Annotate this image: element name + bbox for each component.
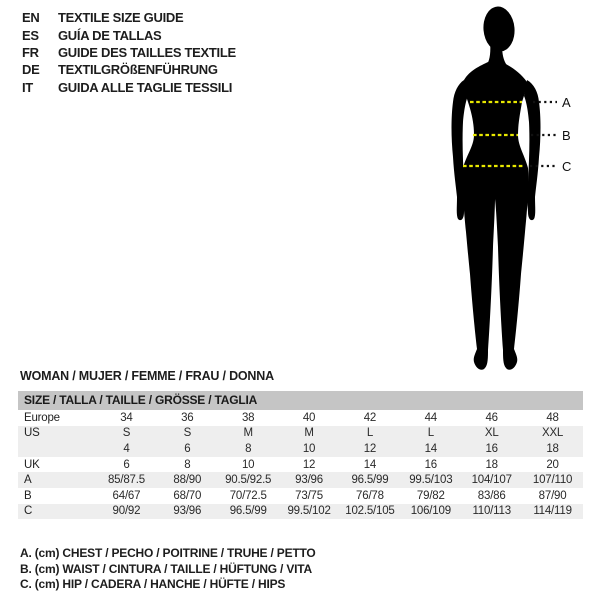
woman-silhouette xyxy=(430,2,560,374)
size-cell: 14 xyxy=(363,458,377,471)
size-cell: 107/110 xyxy=(532,474,573,487)
language-row xyxy=(22,79,236,96)
language-label: TEXTILGRÖßENFÜHRUNG xyxy=(58,62,218,78)
size-cell: 106/109 xyxy=(410,505,451,518)
chest-marker-label: A xyxy=(562,95,571,110)
size-cell: 87/90 xyxy=(538,489,567,502)
size-cell: M xyxy=(304,427,314,440)
language-label: TEXTILE SIZE GUIDE xyxy=(58,10,184,26)
language-label: GUÍA DE TALLAS xyxy=(58,27,162,43)
size-table-header: SIZE / TALLA / TAILLE / GRÖSSE / TAGLIA xyxy=(18,391,583,410)
size-cell: 14 xyxy=(424,442,438,455)
row-label: Europe xyxy=(24,411,60,424)
size-table xyxy=(18,391,583,519)
legend-waist: B. (cm) WAIST / CINTURA / TAILLE / HÜFTUNG / VITA xyxy=(20,561,312,576)
size-cell: 10 xyxy=(302,442,316,455)
size-cell: 8 xyxy=(184,458,191,471)
size-cell: 90.5/92.5 xyxy=(225,474,272,487)
language-row xyxy=(22,9,236,26)
size-cell: 68/70 xyxy=(173,489,202,502)
language-label: GUIDA ALLE TAGLIE TESSILI xyxy=(58,79,233,95)
size-cell: 40 xyxy=(302,411,316,424)
size-cell: 93/96 xyxy=(173,505,202,518)
table-row xyxy=(18,488,583,504)
size-cell: 44 xyxy=(424,411,438,424)
language-code: FR xyxy=(22,44,39,60)
size-cell: 6 xyxy=(184,442,191,455)
size-cell: S xyxy=(183,427,192,440)
size-cell: 16 xyxy=(485,442,498,455)
size-cell: 46 xyxy=(485,411,498,424)
language-list xyxy=(22,9,236,96)
language-label: GUIDE DES TAILLES TEXTILE xyxy=(58,44,236,60)
table-row xyxy=(18,441,583,457)
legend-chest: A. (cm) CHEST / PECHO / POITRINE / TRUHE / PETTO xyxy=(20,546,316,560)
size-cell: 20 xyxy=(546,458,559,471)
size-cell: 102.5/105 xyxy=(345,505,395,518)
language-code: ES xyxy=(22,27,39,43)
size-cell: 90/92 xyxy=(112,505,141,518)
size-cell: 76/78 xyxy=(356,489,384,502)
silhouette-body xyxy=(463,62,529,370)
language-row xyxy=(22,26,236,43)
size-cell: 70/72.5 xyxy=(229,489,267,502)
language-row xyxy=(22,44,236,61)
hip-marker-label: C xyxy=(562,159,572,174)
language-row xyxy=(22,61,236,78)
language-code: DE xyxy=(22,62,40,78)
size-cell: 83/86 xyxy=(477,489,506,502)
table-row xyxy=(18,410,583,426)
table-row xyxy=(18,504,583,520)
size-cell: 38 xyxy=(241,411,255,424)
legend-hip: C. (cm) HIP / CADERA / HANCHE / HÜFTE / HIPS xyxy=(20,577,286,592)
size-cell: 99.5/102 xyxy=(287,505,331,518)
language-code: EN xyxy=(22,10,40,26)
measurement-legend xyxy=(20,546,316,593)
size-cell: L xyxy=(427,427,434,440)
size-cell: 12 xyxy=(363,442,377,455)
size-cell: S xyxy=(122,427,131,440)
size-cell: 96.5/99 xyxy=(351,474,389,487)
size-cell: M xyxy=(243,427,253,440)
row-label xyxy=(18,441,96,457)
table-row xyxy=(18,426,583,442)
row-label: UK xyxy=(24,458,40,471)
size-cell: 4 xyxy=(123,442,130,455)
size-cell: 114/119 xyxy=(533,505,572,518)
size-cell: 12 xyxy=(302,458,316,471)
size-table-wrap xyxy=(18,391,583,519)
size-cell: 18 xyxy=(485,458,498,471)
row-label: A xyxy=(24,474,32,487)
size-cell: 42 xyxy=(363,411,377,424)
size-cell: 6 xyxy=(123,458,130,471)
size-cell: 79/82 xyxy=(416,489,445,502)
size-cell: 85/87.5 xyxy=(107,474,145,487)
size-cell: XL xyxy=(484,427,499,440)
waist-marker-label: B xyxy=(562,128,571,143)
table-row xyxy=(18,472,583,488)
row-label: US xyxy=(24,427,40,440)
size-cell: 64/67 xyxy=(112,489,141,502)
size-cell: 18 xyxy=(546,442,559,455)
size-cell: 104/107 xyxy=(471,474,512,487)
row-label: B xyxy=(24,489,32,502)
size-cell: 99.5/103 xyxy=(409,474,453,487)
size-cell: 8 xyxy=(245,442,252,455)
size-cell: XXL xyxy=(541,427,564,440)
size-cell: 10 xyxy=(241,458,255,471)
row-label: C xyxy=(24,505,33,518)
table-row xyxy=(18,457,583,473)
language-code: IT xyxy=(22,79,33,95)
size-cell: 110/113 xyxy=(472,505,511,518)
size-cell: 48 xyxy=(546,411,559,424)
size-cell: 16 xyxy=(424,458,438,471)
size-cell: L xyxy=(366,427,374,440)
size-cell: 36 xyxy=(181,411,194,424)
section-title: WOMAN / MUJER / FEMME / FRAU / DONNA xyxy=(20,369,274,383)
size-cell: 93/96 xyxy=(295,474,323,487)
size-cell: 73/75 xyxy=(295,489,323,502)
size-cell: 96.5/99 xyxy=(229,505,267,518)
size-cell: 88/90 xyxy=(173,474,202,487)
size-cell: 34 xyxy=(120,411,133,424)
